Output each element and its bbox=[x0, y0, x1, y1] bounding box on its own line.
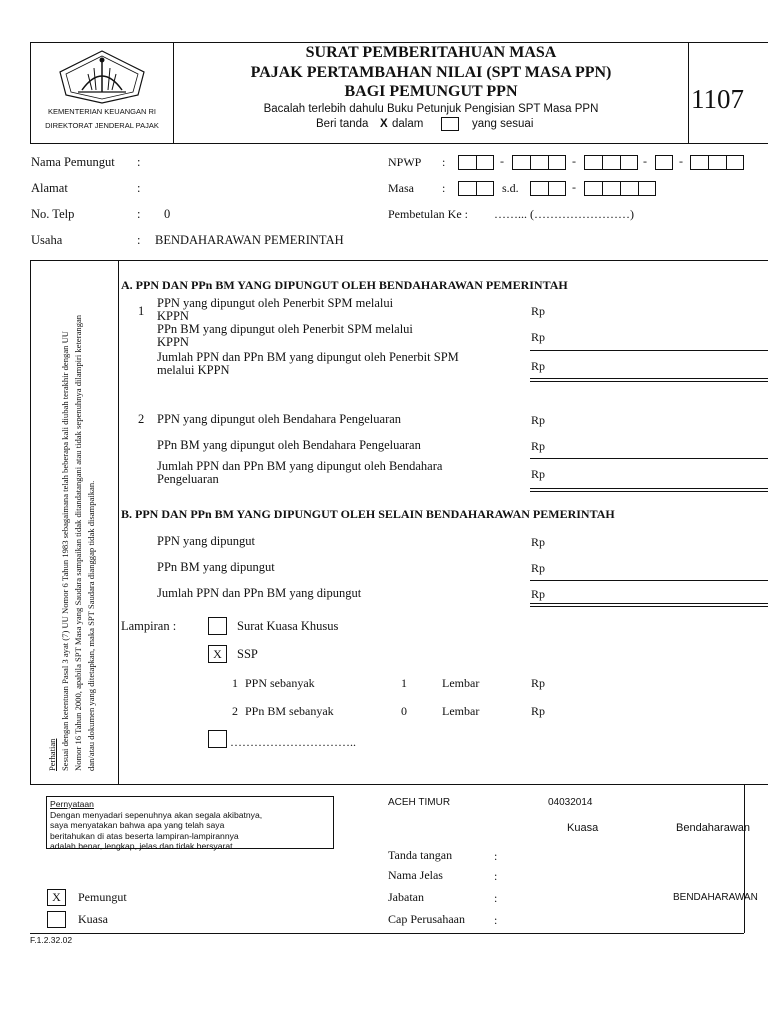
footer-right-line bbox=[744, 784, 745, 933]
pernyataan-line1: Dengan menyadari sepenuhnya akan segala akibatnya, bbox=[50, 809, 263, 820]
ssp-item2-rp: Rp bbox=[531, 704, 546, 718]
npwp-box-5-divider-a bbox=[708, 155, 709, 170]
masa-sd: s.d. bbox=[502, 181, 519, 195]
masa-start-divider bbox=[476, 181, 477, 196]
npwp-box-1-divider bbox=[476, 155, 477, 170]
bendaharawan-column-label: Bendaharawan bbox=[676, 822, 751, 834]
section-b-row2-label: PPn BM yang dipungut bbox=[157, 560, 275, 574]
masa-year-divider-a bbox=[602, 181, 603, 196]
instruction-line2-a: Beri tanda bbox=[316, 118, 369, 130]
section-a-row3-rp: Rp bbox=[531, 359, 546, 373]
section-a-row2-rp: Rp bbox=[531, 330, 546, 344]
lampiran-other-dotted[interactable]: ………………………….. bbox=[230, 735, 356, 749]
section-b-row3-rp: Rp bbox=[531, 587, 546, 601]
instruction-line2-c: yang sesuai bbox=[472, 118, 534, 130]
kuasa-checkbox-label: Kuasa bbox=[78, 912, 108, 926]
section-a-row3-total-line-1 bbox=[530, 378, 768, 379]
nama-colon: : bbox=[137, 155, 141, 169]
ministry-name: KEMENTERIAN KEUANGAN RI bbox=[48, 107, 156, 116]
section-b-row3-label: Jumlah PPN dan PPn BM yang dipungut bbox=[157, 586, 362, 600]
npwp-box-5[interactable] bbox=[690, 155, 744, 170]
section-a-title: A. PPN DAN PPn BM YANG DIPUNGUT OLEH BENDAHARAWAN PEMERINTAH bbox=[121, 278, 568, 292]
section-a-row5-sum-line bbox=[530, 458, 768, 459]
masa-label: Masa bbox=[388, 181, 414, 195]
ssp-item2-count[interactable]: 0 bbox=[401, 704, 407, 718]
ssp-item2-label: PPn BM sebanyak bbox=[245, 704, 334, 718]
header-bottom-line bbox=[30, 143, 768, 144]
form-number: F.1.2.32.02 bbox=[30, 935, 73, 945]
tanda-tangan-label: Tanda tangan bbox=[388, 848, 453, 862]
section-b-row1-label: PPN yang dipungut bbox=[157, 534, 255, 548]
kuasa-checkbox[interactable] bbox=[47, 911, 66, 928]
section-a-row1-text: PPN yang dipungut oleh Penerbit SPM melalui bbox=[157, 296, 394, 310]
signing-place[interactable]: ACEH TIMUR bbox=[388, 797, 451, 808]
surat-kuasa-khusus-checkbox[interactable] bbox=[208, 617, 227, 635]
npwp-box-3-divider-b bbox=[620, 155, 621, 170]
ssp-item1-count[interactable]: 1 bbox=[401, 676, 407, 690]
section-a-row6-total-line-1 bbox=[530, 488, 768, 489]
signing-date[interactable]: 04032014 bbox=[548, 797, 593, 808]
pembetulan-label: Pembetulan Ke : bbox=[388, 207, 468, 221]
jabatan-colon: : bbox=[494, 891, 498, 905]
section-a-row5-label: PPn BM yang dipungut oleh Bendahara Pengeluaran bbox=[157, 438, 421, 452]
npwp-dash-2: - bbox=[572, 154, 576, 168]
section-a-row2-text2: KPPN bbox=[157, 335, 189, 349]
side-note-line3: dan/atau dokumen yang ditetapkan, maka SPT Saudara dianggap tidak disampaikan. bbox=[86, 480, 96, 771]
section-a-row3-total-line-2 bbox=[530, 381, 768, 382]
npwp-box-2[interactable] bbox=[512, 155, 566, 170]
masa-dash: - bbox=[572, 180, 576, 194]
section-a-row2-text: PPn BM yang dipungut oleh Penerbit SPM melalui bbox=[157, 322, 413, 336]
npwp-box-5-divider-b bbox=[726, 155, 727, 170]
section-a-row6-total-line-2 bbox=[530, 491, 768, 492]
cap-perusahaan-colon: : bbox=[494, 913, 498, 927]
ssp-item1-rp: Rp bbox=[531, 676, 546, 690]
side-note bbox=[46, 271, 98, 771]
masa-end-divider bbox=[548, 181, 549, 196]
pernyataan-box bbox=[46, 796, 334, 849]
section-a-number-2: 2 bbox=[138, 412, 145, 426]
npwp-dash-4: - bbox=[679, 154, 683, 168]
section-a-row1-label bbox=[157, 297, 393, 323]
lampiran-label: Lampiran : bbox=[121, 619, 177, 633]
jabatan-label: Jabatan bbox=[388, 890, 424, 904]
masa-year-divider-b bbox=[620, 181, 621, 196]
npwp-box-2-divider-a bbox=[530, 155, 531, 170]
instruction-line1: Bacalah terlebih dahulu Buku Petunjuk Pengisian SPT Masa PPN bbox=[263, 103, 599, 115]
masa-year-divider-c bbox=[638, 181, 639, 196]
ssp-checkbox[interactable]: X bbox=[208, 645, 227, 663]
telp-value[interactable]: 0 bbox=[164, 207, 171, 221]
npwp-colon: : bbox=[442, 155, 446, 169]
frame-left-line-header bbox=[30, 42, 31, 143]
form-title-line2: PAJAK PERTAMBAHAN NILAI (SPT MASA PPN) bbox=[250, 64, 612, 81]
body-left-line bbox=[30, 260, 31, 784]
section-a-row2-sum-line bbox=[530, 350, 768, 351]
section-a-row6-text: Jumlah PPN dan PPn BM yang dipungut oleh Bendahara bbox=[157, 459, 443, 473]
section-a-row3-text2: melalui KPPN bbox=[157, 363, 230, 377]
nama-jelas-label: Nama Jelas bbox=[388, 868, 443, 882]
lampiran-other-checkbox[interactable] bbox=[208, 730, 227, 748]
npwp-box-3[interactable] bbox=[584, 155, 638, 170]
side-note-title: Perhatian bbox=[47, 738, 57, 771]
form-title-line1: SURAT PEMBERITAHUAN MASA bbox=[305, 44, 557, 61]
frame-top-line bbox=[30, 42, 768, 43]
body-bottom-line bbox=[30, 784, 768, 785]
usaha-colon: : bbox=[137, 233, 141, 247]
section-a-row4-label: PPN yang dipungut oleh Bendahara Pengeluaran bbox=[157, 412, 402, 426]
instruction-sample-checkbox bbox=[441, 117, 459, 131]
form-title-line3: BAGI PEMUNGUT PPN bbox=[344, 83, 518, 100]
section-b-title: B. PPN DAN PPn BM YANG DIPUNGUT OLEH SELAIN BENDAHARAWAN PEMERINTAH bbox=[121, 507, 615, 521]
npwp-box-3-divider-a bbox=[602, 155, 603, 170]
side-note-line2: Nomor 16 Tahun 2000, apabila SPT Masa yang Saudara sampaikan tidak ditandatangani atau tidak sepenuhnya dilampiri keterangan bbox=[73, 314, 83, 771]
section-a-row3-label bbox=[157, 351, 459, 377]
footer-bottom-line bbox=[30, 933, 744, 934]
section-a-row1-rp: Rp bbox=[531, 304, 546, 318]
section-a-row1-text2: KPPN bbox=[157, 309, 189, 323]
section-b-row3-total-line-2 bbox=[530, 606, 768, 607]
npwp-dash-1: - bbox=[500, 154, 504, 168]
section-b-row2-rp: Rp bbox=[531, 561, 546, 575]
nama-jelas-colon: : bbox=[494, 869, 498, 883]
npwp-label: NPWP bbox=[388, 155, 422, 169]
usaha-label: Usaha bbox=[31, 233, 63, 247]
pernyataan-line2: saya menyatakan bahwa apa yang telah saya bbox=[50, 820, 225, 830]
header-divider-right bbox=[688, 42, 689, 143]
section-a-row4-rp: Rp bbox=[531, 413, 546, 427]
nama-pemungut-label: Nama Pemungut bbox=[31, 155, 115, 169]
ssp-item1-number: 1 bbox=[232, 676, 238, 690]
cap-perusahaan-label: Cap Perusahaan bbox=[388, 912, 465, 926]
telp-label: No. Telp bbox=[31, 207, 75, 221]
section-a-row6-text2: Pengeluaran bbox=[157, 472, 219, 486]
pernyataan-line3: beritahukan di atas beserta lampiran-lampirannya bbox=[50, 830, 239, 841]
section-a-row5-rp: Rp bbox=[531, 439, 546, 453]
ssp-label: SSP bbox=[237, 647, 258, 661]
section-b-row1-rp: Rp bbox=[531, 535, 546, 549]
directorate-name: DIREKTORAT JENDERAL PAJAK bbox=[45, 121, 159, 130]
npwp-box-2-divider-b bbox=[548, 155, 549, 170]
form-code: 1107 bbox=[691, 84, 744, 114]
npwp-dash-3: - bbox=[643, 154, 647, 168]
garuda-logo bbox=[52, 48, 152, 106]
ssp-item2-lembar: Lembar bbox=[442, 704, 480, 718]
ssp-item1-lembar: Lembar bbox=[442, 676, 480, 690]
usaha-value[interactable]: BENDAHARAWAN PEMERINTAH bbox=[155, 233, 344, 247]
alamat-colon: : bbox=[137, 181, 141, 195]
alamat-label: Alamat bbox=[31, 181, 68, 195]
pemungut-label: Pemungut bbox=[78, 890, 127, 904]
section-a-row6-label bbox=[157, 460, 442, 486]
section-a-number-1: 1 bbox=[138, 304, 145, 318]
kuasa-column-label: Kuasa bbox=[567, 822, 599, 834]
ssp-item1-label: PPN sebanyak bbox=[245, 676, 315, 690]
tanda-tangan-colon: : bbox=[494, 849, 498, 863]
side-note-line1: Sesuai dengan ketentuan Pasal 3 ayat (7) UU Nomor 6 Tahun 1983 sebagaimana telah beberapa kali diubah terakhir dengan UU bbox=[60, 330, 70, 771]
pernyataan-title: Pernyataan bbox=[50, 799, 94, 809]
jabatan-value[interactable]: BENDAHARAWAN bbox=[673, 892, 758, 903]
section-a-row3-text: Jumlah PPN dan PPn BM yang dipungut oleh Penerbit SPM bbox=[157, 350, 459, 364]
pernyataan-line4: adalah benar, lengkap, jelas dan tidak bersyarat bbox=[50, 841, 233, 851]
section-b-row2-sum-line bbox=[530, 580, 768, 581]
masa-colon: : bbox=[442, 181, 446, 195]
npwp-box-4[interactable] bbox=[655, 155, 673, 170]
pembetulan-value[interactable]: ……... (……………………) bbox=[494, 207, 634, 221]
body-side-divider bbox=[118, 260, 119, 784]
section-b-row3-total-line-1 bbox=[530, 603, 768, 604]
telp-colon: : bbox=[137, 207, 141, 221]
identity-bottom-line bbox=[30, 260, 768, 261]
section-a-row6-rp: Rp bbox=[531, 467, 546, 481]
surat-kuasa-khusus-label: Surat Kuasa Khusus bbox=[237, 619, 339, 633]
instruction-x-mark: X bbox=[380, 118, 388, 130]
pemungut-checkbox[interactable]: X bbox=[47, 889, 66, 906]
section-a-row2-label bbox=[157, 323, 413, 349]
instruction-line2-b: dalam bbox=[392, 118, 424, 130]
ssp-item2-number: 2 bbox=[232, 704, 238, 718]
